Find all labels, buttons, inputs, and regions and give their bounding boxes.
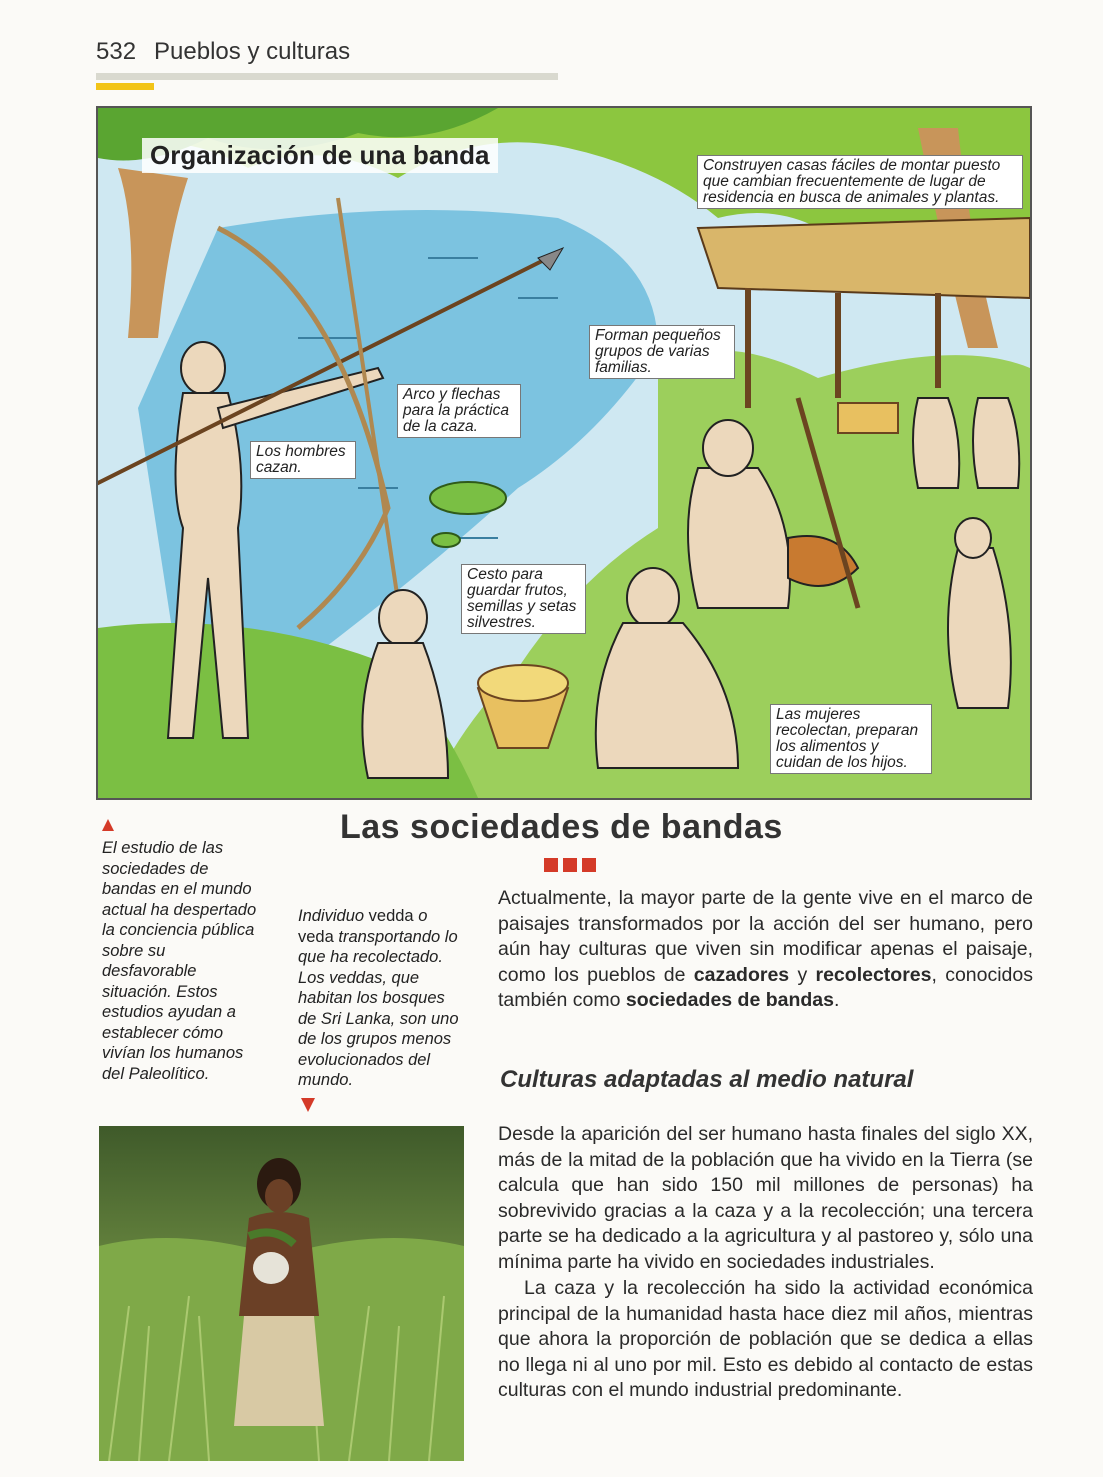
vedda-photo-image <box>99 1126 464 1461</box>
header-accent-bar <box>96 83 154 90</box>
vedda-rest: transportando lo que ha recolectado. Los veddas, que habitan los bosques de Sri Lanka, son uno de los grupos menos evolucionados del mundo. <box>298 927 459 1089</box>
intro-paragraph <box>498 886 1033 1014</box>
caption-groups: Forman pequeños grupos de varias familias. <box>589 325 735 379</box>
header-rule <box>96 73 558 80</box>
side-caption-study: El estudio de las sociedades de bandas en el mundo actual ha despertado la conciencia pública sobre su desfavorable situación. Estos estudios ayudan a establecer cómo vivían los humanos del Paleolítico. <box>102 839 257 1083</box>
subsection-paragraph-2: La caza y la recolección ha sido la actividad económica principal de la humanidad hasta hace diez mil años, mientras que ahora la proporción de población que se dedica a ellas no llega ni al uno por mil. Esto es debido al contacto de estas culturas con el mundo industrial predominante. <box>498 1277 1033 1401</box>
term-cazadores: cazadores <box>693 963 790 986</box>
veda-term: veda <box>298 927 334 946</box>
page-number: 532 <box>96 38 137 65</box>
caption-men: Los hombres cazan. <box>250 441 356 479</box>
caption-women: Las mujeres recolectan, preparan los alimentos y cuidan de los hijos. <box>770 704 932 774</box>
main-title: Las sociedades de bandas <box>340 808 783 846</box>
subsection-paragraph-1: Desde la aparición del ser humano hasta finales del siglo XX, más de la mitad de la población que ha vivido en la Tierra (se calcula que han sido 150 mil millones de personas) ha sobrevivido gracias a la caza y a la recolección; una tercera parte se ha dedicado a la agricultura y al pastoreo y, sólo una mínima parte ha vivido en sociedades industriales. <box>498 1123 1033 1273</box>
intro-text: Actualmente, la mayor parte de la gente vive en el marco de paisajes transformados por la acción del ser humano, pero aún hay culturas que viven sin modificar apenas el paisaje, como los pueblos de <box>498 887 1033 986</box>
intro-and: y <box>797 963 808 986</box>
caption-houses: Construyen casas fáciles de montar puesto que cambian frecuentemente de lugar de residencia en busca de animales y plantas. <box>697 155 1023 209</box>
side-caption-vedda <box>298 906 463 1091</box>
title-square <box>563 858 577 872</box>
vedda-or: o <box>418 907 428 925</box>
title-square <box>544 858 558 872</box>
band-organization-illustration <box>96 106 1032 800</box>
title-square <box>582 858 596 872</box>
pointer-down-icon <box>301 1098 315 1112</box>
term-recolectores: recolectores <box>815 963 932 986</box>
intro-end: . <box>834 989 840 1011</box>
page-header <box>96 38 350 66</box>
illustration-title: Organización de una banda <box>142 138 498 173</box>
section-title: Pueblos y culturas <box>154 38 351 65</box>
caption-basket: Cesto para guardar frutos, semillas y setas silvestres. <box>461 564 586 634</box>
illustration-scene <box>98 108 1030 798</box>
subsection-title: Culturas adaptadas al medio natural <box>500 1066 914 1093</box>
intro-text: , conocidos también como <box>498 963 1033 1011</box>
caption-bow: Arco y flechas para la práctica de la caza. <box>397 384 521 438</box>
pointer-up-icon <box>102 819 114 831</box>
vedda-lead: Individuo <box>298 907 365 925</box>
vedda-photo <box>99 1126 464 1461</box>
vedda-term: vedda <box>368 907 414 925</box>
term-sociedades-de-bandas: sociedades de bandas <box>625 989 834 1011</box>
